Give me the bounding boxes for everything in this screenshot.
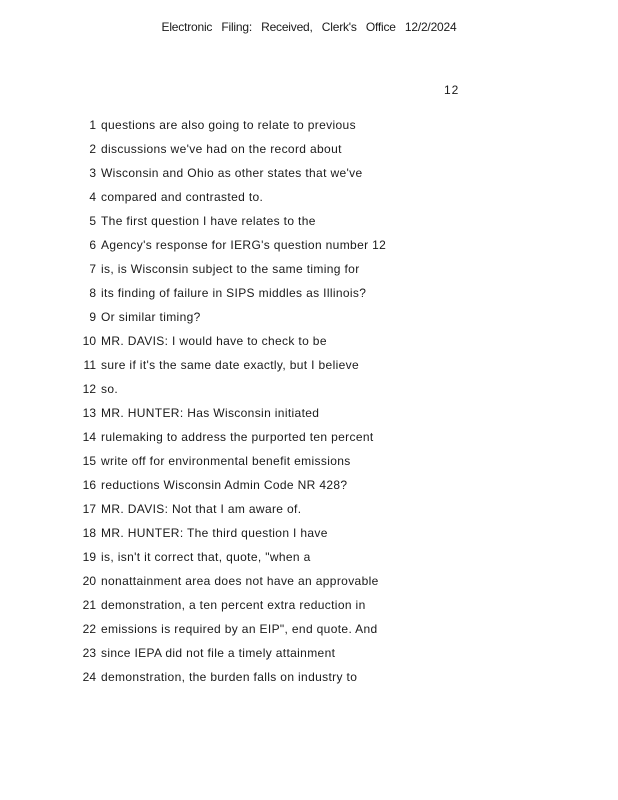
transcript-line bbox=[0, 166, 618, 190]
line-number: 4 bbox=[89, 190, 96, 204]
transcript-line bbox=[0, 334, 618, 358]
transcript-line bbox=[0, 358, 618, 382]
transcript-line bbox=[0, 310, 618, 334]
line-number: 21 bbox=[82, 598, 96, 612]
line-text: compared and contrasted to. bbox=[101, 190, 264, 204]
line-text: reductions Wisconsin Admin Code NR 428? bbox=[101, 478, 348, 492]
line-text: Or similar timing? bbox=[101, 310, 201, 324]
transcript-line bbox=[0, 118, 618, 142]
line-text: demonstration, the burden falls on industry to bbox=[101, 670, 358, 684]
line-number: 6 bbox=[89, 238, 96, 252]
line-text: emissions is required by an EIP", end quote. And bbox=[101, 622, 378, 636]
line-text: its finding of failure in SIPS middles as Illinois? bbox=[101, 286, 367, 300]
transcript-line bbox=[0, 478, 618, 502]
line-text: sure if it's the same date exactly, but I believe bbox=[101, 358, 360, 372]
transcript-line bbox=[0, 622, 618, 646]
line-number: 7 bbox=[89, 262, 96, 276]
line-number: 23 bbox=[82, 646, 96, 660]
line-text: rulemaking to address the purported ten percent bbox=[101, 430, 374, 444]
line-number: 22 bbox=[82, 622, 96, 636]
line-text: MR. DAVIS: I would have to check to be bbox=[101, 334, 327, 348]
transcript-line bbox=[0, 238, 618, 262]
line-number: 9 bbox=[89, 310, 96, 324]
line-text: MR. DAVIS: Not that I am aware of. bbox=[101, 502, 302, 516]
transcript-line bbox=[0, 574, 618, 598]
transcript-line bbox=[0, 142, 618, 166]
transcript-line bbox=[0, 454, 618, 478]
line-text: is, is Wisconsin subject to the same timing for bbox=[101, 262, 360, 276]
transcript-line bbox=[0, 526, 618, 550]
line-number: 17 bbox=[82, 502, 96, 516]
line-number: 3 bbox=[89, 166, 96, 180]
line-number: 12 bbox=[82, 382, 96, 396]
line-text: Agency's response for IERG's question number 12 bbox=[101, 238, 387, 252]
transcript-line bbox=[0, 502, 618, 526]
line-text: so. bbox=[101, 382, 119, 396]
transcript-lines bbox=[0, 118, 618, 694]
line-text: Wisconsin and Ohio as other states that we've bbox=[101, 166, 363, 180]
line-number: 14 bbox=[82, 430, 96, 444]
line-number: 11 bbox=[83, 358, 96, 372]
transcript-line bbox=[0, 670, 618, 694]
line-text: since IEPA did not file a timely attainment bbox=[101, 646, 336, 660]
transcript-line bbox=[0, 550, 618, 574]
transcript-line bbox=[0, 286, 618, 310]
line-number: 1 bbox=[89, 118, 96, 132]
line-text: is, isn't it correct that, quote, "when a bbox=[101, 550, 311, 564]
transcript-line bbox=[0, 646, 618, 670]
transcript-line bbox=[0, 598, 618, 622]
transcript-line bbox=[0, 382, 618, 406]
transcript-line bbox=[0, 262, 618, 286]
line-number: 2 bbox=[89, 142, 96, 156]
transcript-line bbox=[0, 430, 618, 454]
line-number: 10 bbox=[82, 334, 96, 348]
transcript-line bbox=[0, 406, 618, 430]
line-number: 20 bbox=[82, 574, 96, 588]
line-number: 5 bbox=[89, 214, 96, 228]
filing-header: Electronic Filing: Received, Clerk's Office 12/2/2024 bbox=[161, 20, 457, 34]
line-text: demonstration, a ten percent extra reduction in bbox=[101, 598, 366, 612]
line-text: questions are also going to relate to previous bbox=[101, 118, 356, 132]
line-text: discussions we've had on the record about bbox=[101, 142, 342, 156]
line-number: 15 bbox=[82, 454, 96, 468]
line-text: MR. HUNTER: Has Wisconsin initiated bbox=[101, 406, 320, 420]
line-text: MR. HUNTER: The third question I have bbox=[101, 526, 328, 540]
line-number: 19 bbox=[82, 550, 96, 564]
page-number: 12 bbox=[444, 83, 460, 97]
line-number: 24 bbox=[82, 670, 96, 684]
line-text: The first question I have relates to the bbox=[101, 214, 316, 228]
line-text: nonattainment area does not have an approvable bbox=[101, 574, 379, 588]
line-number: 16 bbox=[82, 478, 96, 492]
transcript-line bbox=[0, 214, 618, 238]
line-number: 13 bbox=[82, 406, 96, 420]
line-text: write off for environmental benefit emissions bbox=[101, 454, 351, 468]
line-number: 18 bbox=[82, 526, 96, 540]
transcript-line bbox=[0, 190, 618, 214]
line-number: 8 bbox=[89, 286, 96, 300]
